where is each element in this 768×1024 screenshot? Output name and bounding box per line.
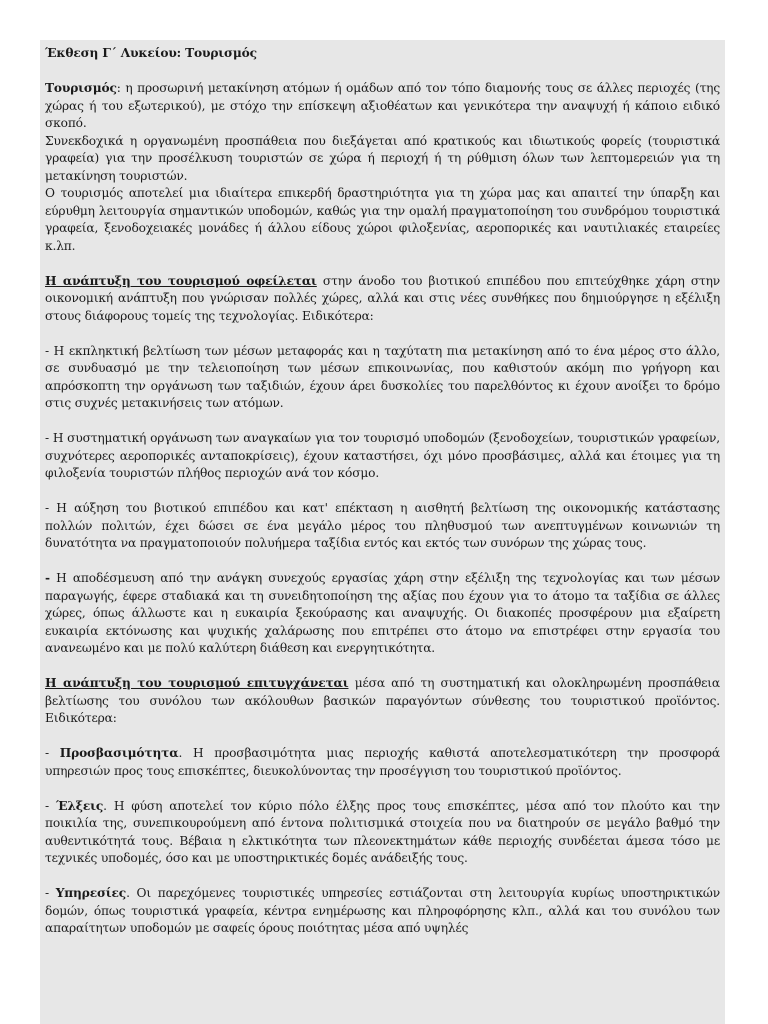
tourism-profit-paragraph: Ο τουρισμός αποτελεί μια ιδιαίτερα επικερδή δραστηριότητα για τη χώρα μας και απαιτεί την ύπαρξη και εύρυθμη λειτουργία σημαντικών υποδομών, καθώς για την ομαλή πραγματοποίηση του συνδρόμου τουριστικά γραφεία, ξενοδοχειακές μονάδες ή άλλου είδους χώροι φιλοξενίας, αεροπορικές και ναυτιλιακές εταιρείες κ.λπ. bbox=[45, 186, 720, 253]
document-body bbox=[45, 45, 720, 938]
factor-dash: - bbox=[45, 798, 56, 813]
cause-bullet-1: - Η εκπληκτική βελτίωση των μέσων μεταφοράς και η ταχύτατη πια μετακίνηση από το ένα μέρος στο άλλο, σε συνδυασμό με την τελειοποίηση των μέσων επικοινωνίας, που καθιστούν ακόμη πιο γρήγορη και απρόσκοπτη την οργάνωση των ταξιδιών, έχουν άρει δυσκολίες του παρελθόντος κι έχουν ανοίξει το δρόμο στις συχνές μετακινήσεις των ατόμων. bbox=[45, 343, 720, 410]
causes-intro-text: στην άνοδο του βιοτικού επιπέδου που επιτεύχθηκε χάρη στην οικονομική ανάπτυξη που γνώρισαν πολλές χώρες, αλλά και στις νέες συνθήκες που δημιούργησε η εξέλιξη στους διάφορους τομείς της τεχνολογίας. Ειδικότερα: bbox=[45, 273, 721, 323]
document-page bbox=[40, 40, 725, 1024]
achievement-intro-text: μέσα από τη συστηματική και ολοκληρωμένη προσπάθεια βελτίωσης του συνόλου των ακόλουθων βασικών παραγόντων σύνθεσης του τουριστικού προϊόντος. Ειδικότερα: bbox=[45, 676, 720, 725]
synekdoxika-paragraph: Συνεκδοχικά η οργανωμένη προσπάθεια που διεξάγεται από κρατικούς και ιδιωτικούς φορείς (τουριστικά γραφεία) για την προσέλκυση τουριστών σε χώρα ή περιοχή ή τη ρύθμιση όλων των λεπτομερειών για τη μετακίνηση τουριστών. bbox=[45, 133, 720, 183]
cause-bullet-4 bbox=[45, 570, 720, 658]
factor-text: . Οι παρεχόμενες τουριστικές υπηρεσίες εστιάζονται στη λειτουργία κυρίως υποστηρικτικών δομών, όπως τουριστικά γραφεία, κέντρα ενημέρωσης και πληροφόρησης κλπ., αλλά και του συνόλου των απαραίτητων υποδομών με σαφείς όρους ποιότητας μέσα από υψηλές bbox=[45, 886, 720, 935]
factor-dash: - bbox=[45, 746, 60, 760]
factor-term: Έλξεις bbox=[55, 798, 104, 813]
cause-bullet-4-dash: - bbox=[45, 571, 50, 585]
definition-paragraph bbox=[45, 80, 720, 133]
definition-term: Τουρισμός bbox=[45, 81, 117, 95]
factor-text: . Η προσβασιμότητα μιας περιοχής καθιστά αποτελεσματικότερη την προσφορά υπηρεσιών προς τους επισκέπτες, διευκολύνοντας την προσέγγιση του τουριστικού προϊόντος. bbox=[45, 746, 720, 778]
factor-term: Υπηρεσίες bbox=[55, 886, 127, 900]
factor-services bbox=[45, 885, 720, 938]
cause-bullet-4-text: Η αποδέσμευση από την ανάγκη συνεχούς εργασίας χάρη στην εξέλιξη της τεχνολογίας και των μέσων παραγωγής, έφερε σταδιακά και τη συνειδητοποίηση της αξίας που έχουν για το άτομο τα ταξίδια σε άλλες χώρες, όπως άλλωστε και η ευκαιρία ξεκούρασης και αναψυχής. Οι διακοπές προσφέρουν μια εξαίρετη ευκαιρία εκτόνωσης και ψυχικής χαλάρωσης που επιτρέπει στο άτομο να επιστρέφει στην εργασία του ανανεωμένο και με πολύ καλύτερη διάθεση και ενεργητικότητα. bbox=[45, 571, 720, 655]
cause-bullet-3: - Η αύξηση του βιοτικού επιπέδου και κατ' επέκταση η αισθητή βελτίωση της οικονομικής κατάστασης πολλών πολιτών, έχει δώσει σε ένα μεγάλο μέρος του πληθυσμού των ανεπτυγμένων κοινωνιών τη δυνατότητα να πραγματοποιούν πολυήμερα ταξίδια εντός και εκτός των συνόρων της χώρας τους. bbox=[45, 501, 720, 550]
factor-accessibility bbox=[45, 745, 720, 780]
factor-dash: - bbox=[45, 886, 56, 900]
causes-intro-paragraph bbox=[45, 273, 720, 326]
factor-term: Προσβασιμότητα bbox=[59, 746, 179, 760]
cause-bullet-2: - Η συστηματική οργάνωση των αναγκαίων για τον τουρισμό υποδομών (ξενοδοχείων, τουριστικών γραφείων, συχνότερες αεροπορικές ανταποκρίσεις), έχουν καταστήσει, όχι μόνο προσβάσιμες, αλλά και έτοιμες για τη φιλοξενία τουριστών πλήθος περιοχών ανά τον κόσμο. bbox=[45, 431, 720, 480]
achievement-intro-paragraph bbox=[45, 675, 720, 728]
causes-heading: Η ανάπτυξη του τουρισμού οφείλεται bbox=[45, 273, 317, 288]
document-title: Έκθεση Γ΄ Λυκείου: Τουρισμός bbox=[45, 46, 257, 60]
definition-text: : η προσωρινή μετακίνηση ατόμων ή ομάδων από τον τόπο διαμονής τους σε άλλες περιοχές (της χώρας ή του εξωτερικού), με στόχο την επίσκεψη αξιοθέατων και γενικότερα την αναψυχή ή κάποιο ειδικό σκοπό. bbox=[45, 81, 720, 130]
factor-text: . Η φύση αποτελεί τον κύριο πόλο έλξης προς τους επισκέπτες, μέσα από τον πλούτο και την ποικιλία της, συνεπικουρούμενη από έντονα πολιτισμικά στοιχεία που να διατηρούν σε μεγάλο βαθμό την αυθεντικότητά τους. Βέβαια η ελκτικότητα των πλεονεκτημάτων κάθε περιοχής συνδέεται άμεσα τόσο με τεχνικές υποδομές, όσο και με υποστηρικτικές δομές ανάδειξής τους. bbox=[45, 798, 720, 865]
factor-attractions bbox=[45, 798, 720, 868]
achievement-heading: Η ανάπτυξη του τουρισμού επιτυγχάνεται bbox=[45, 676, 349, 690]
